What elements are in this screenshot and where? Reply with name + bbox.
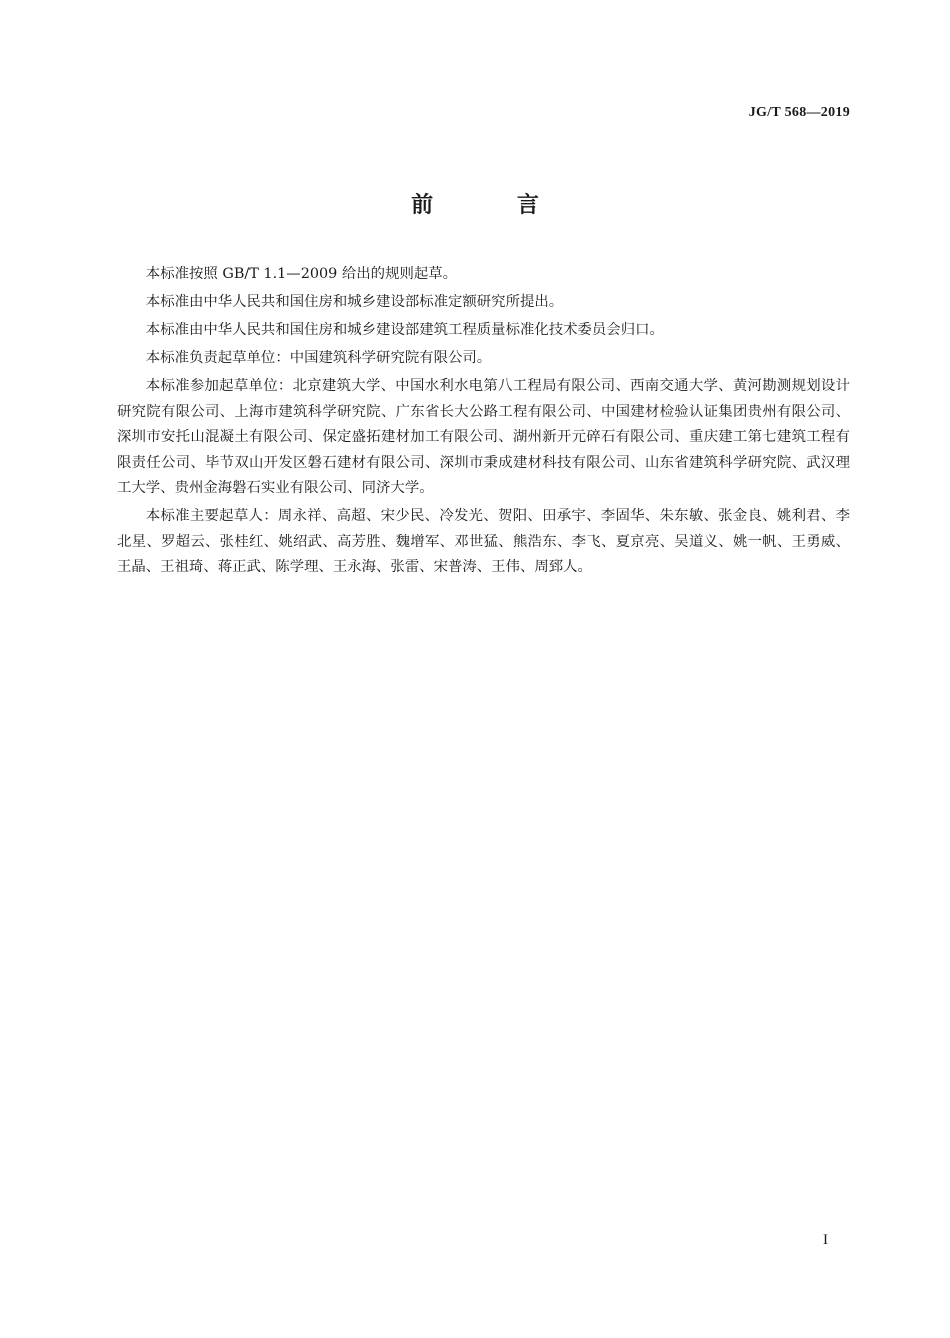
paragraph-lead-drafter: 本标准负责起草单位：中国建筑科学研究院有限公司。 [145,350,492,366]
paragraph-participating-units: 本标准参加起草单位：北京建筑大学、中国水利水电第八工程局有限公司、西南交通大学、黄河勘测规划设计研究院有限公司、上海市建筑科学研究院、广东省长大公路工程有限公司、中国建材检验认证集团贵州有限公司、深圳市安托山混凝土有限公司、保定盛拓建材加工有限公司、湖州新开元碎石有限公司、重庆建工第七建筑工程有限责任公司、毕节双山开发区磐石建材有限公司、深圳市秉成建材科技有限公司、山东省建筑科学研究院、武汉理工大学、贵州金海磐石实业有限公司、同济大学。 [117,378,850,496]
foreword-body [117,262,850,583]
page-title: 前 言 [411,193,577,218]
standard-code: JG/T 568—2019 [748,105,850,120]
paragraph-centralized-by: 本标准由中华人民共和国住房和城乡建设部建筑工程质量标准化技术委员会归口。 [145,322,664,338]
paragraph-drafting-rules: 本标准按照 GB/T 1.1—2009 给出的规则起草。 [145,266,458,282]
page-number: I [823,1232,828,1248]
paragraph-proposed-by: 本标准由中华人民共和国住房和城乡建设部标准定额研究所提出。 [145,294,564,310]
paragraph-main-drafters: 本标准主要起草人：周永祥、高超、宋少民、冷发光、贺阳、田承宇、李固华、朱东敏、张金良、姚利君、李北星、罗超云、张桂红、姚绍武、高芳胜、魏增军、邓世猛、熊浩东、李飞、夏京亮、吴道义、姚一帆、王勇威、王晶、王祖琦、蒋正武、陈学理、王永海、张雷、宋普涛、王伟、周郅人。 [117,508,850,575]
